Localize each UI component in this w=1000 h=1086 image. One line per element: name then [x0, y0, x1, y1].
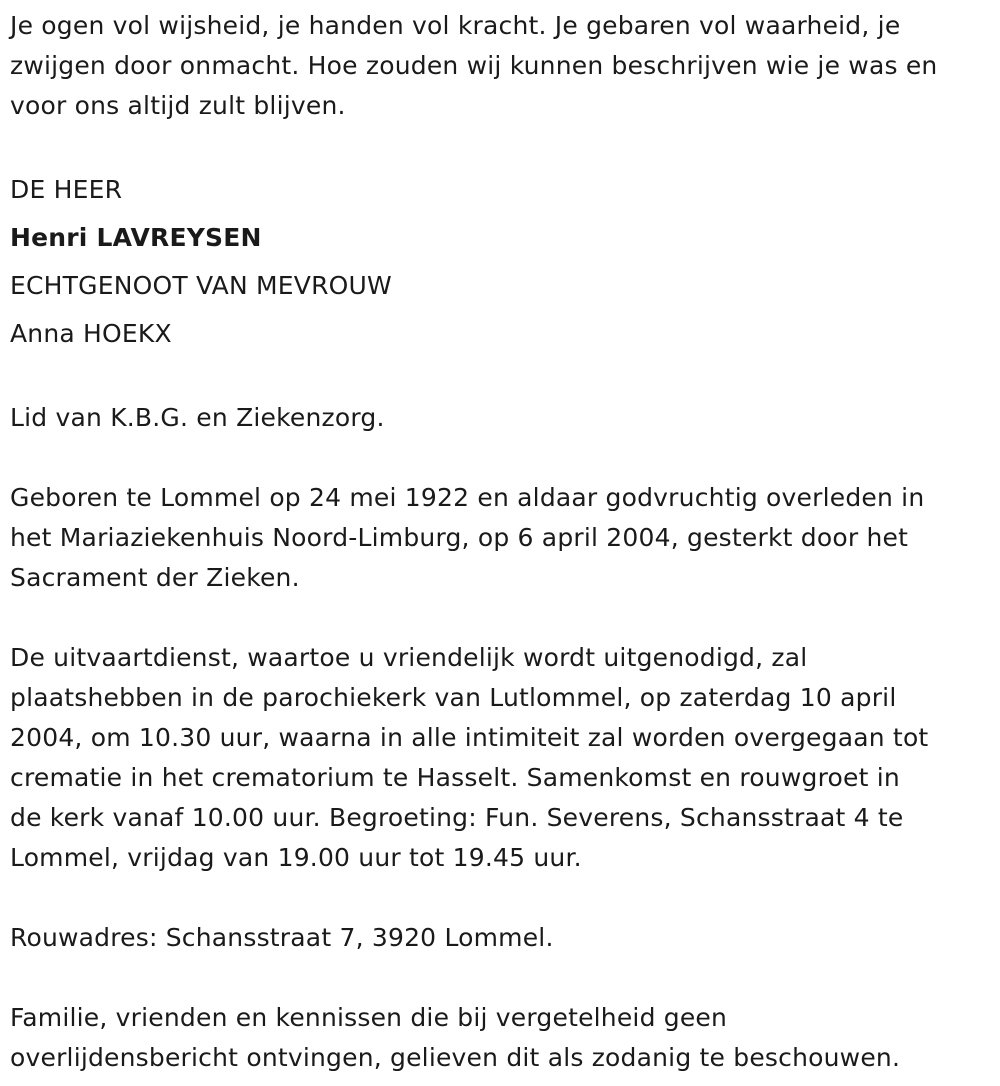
spacer: [10, 878, 1000, 918]
poem-line: Je ogen vol wijsheid, je handen vol kracht. Je gebaren vol waarheid, je: [10, 11, 901, 40]
poem-paragraph: [10, 6, 1000, 126]
deceased-title: DE HEER: [10, 175, 123, 204]
poem-line: voor ons altijd zult blijven.: [10, 91, 346, 120]
funeral-line: de kerk vanaf 10.00 uur. Begroeting: Fun. Severens, Schansstraat 4 te: [10, 803, 904, 832]
closing-paragraph: [10, 998, 1000, 1078]
deceased-relation: ECHTGENOOT VAN MEVROUW: [10, 271, 392, 300]
birth-death-line: Sacrament der Zieken.: [10, 563, 300, 592]
funeral-line: crematie in het crematorium te Hasselt. Samenkomst en rouwgroet in: [10, 763, 900, 792]
deceased-block: [10, 166, 1000, 358]
mourning-address: Rouwadres: Schansstraat 7, 3920 Lommel.: [10, 923, 554, 952]
spacer: [10, 438, 1000, 478]
funeral-paragraph: [10, 638, 1000, 878]
spacer: [10, 598, 1000, 638]
funeral-line: 2004, om 10.30 uur, waarna in alle intimiteit zal worden overgegaan tot: [10, 723, 929, 752]
birth-death-line: Geboren te Lommel op 24 mei 1922 en aldaar godvruchtig overleden in: [10, 483, 925, 512]
funeral-line: plaatshebben in de parochiekerk van Lutlommel, op zaterdag 10 april: [10, 683, 897, 712]
poem-line: zwijgen door onmacht. Hoe zouden wij kunnen beschrijven wie je was en: [10, 51, 938, 80]
spacer: [10, 126, 1000, 166]
funeral-line: De uitvaartdienst, waartoe u vriendelijk wordt uitgenodigd, zal: [10, 643, 808, 672]
spacer: [10, 358, 1000, 398]
birth-death-paragraph: [10, 478, 1000, 598]
birth-death-line: het Mariaziekenhuis Noord-Limburg, op 6 april 2004, gesterkt door het: [10, 523, 909, 552]
funeral-line: Lommel, vrijdag van 19.00 uur tot 19.45 uur.: [10, 843, 582, 872]
closing-line: Familie, vrienden en kennissen die bij vergetelheid geen: [10, 1003, 728, 1032]
closing-line: overlijdensbericht ontvingen, gelieven dit als zodanig te beschouwen.: [10, 1043, 901, 1072]
spacer: [10, 958, 1000, 998]
spouse-name: Anna HOEKX: [10, 319, 172, 348]
membership-text: Lid van K.B.G. en Ziekenzorg.: [10, 403, 385, 432]
deceased-name: Henri LAVREYSEN: [10, 223, 262, 252]
